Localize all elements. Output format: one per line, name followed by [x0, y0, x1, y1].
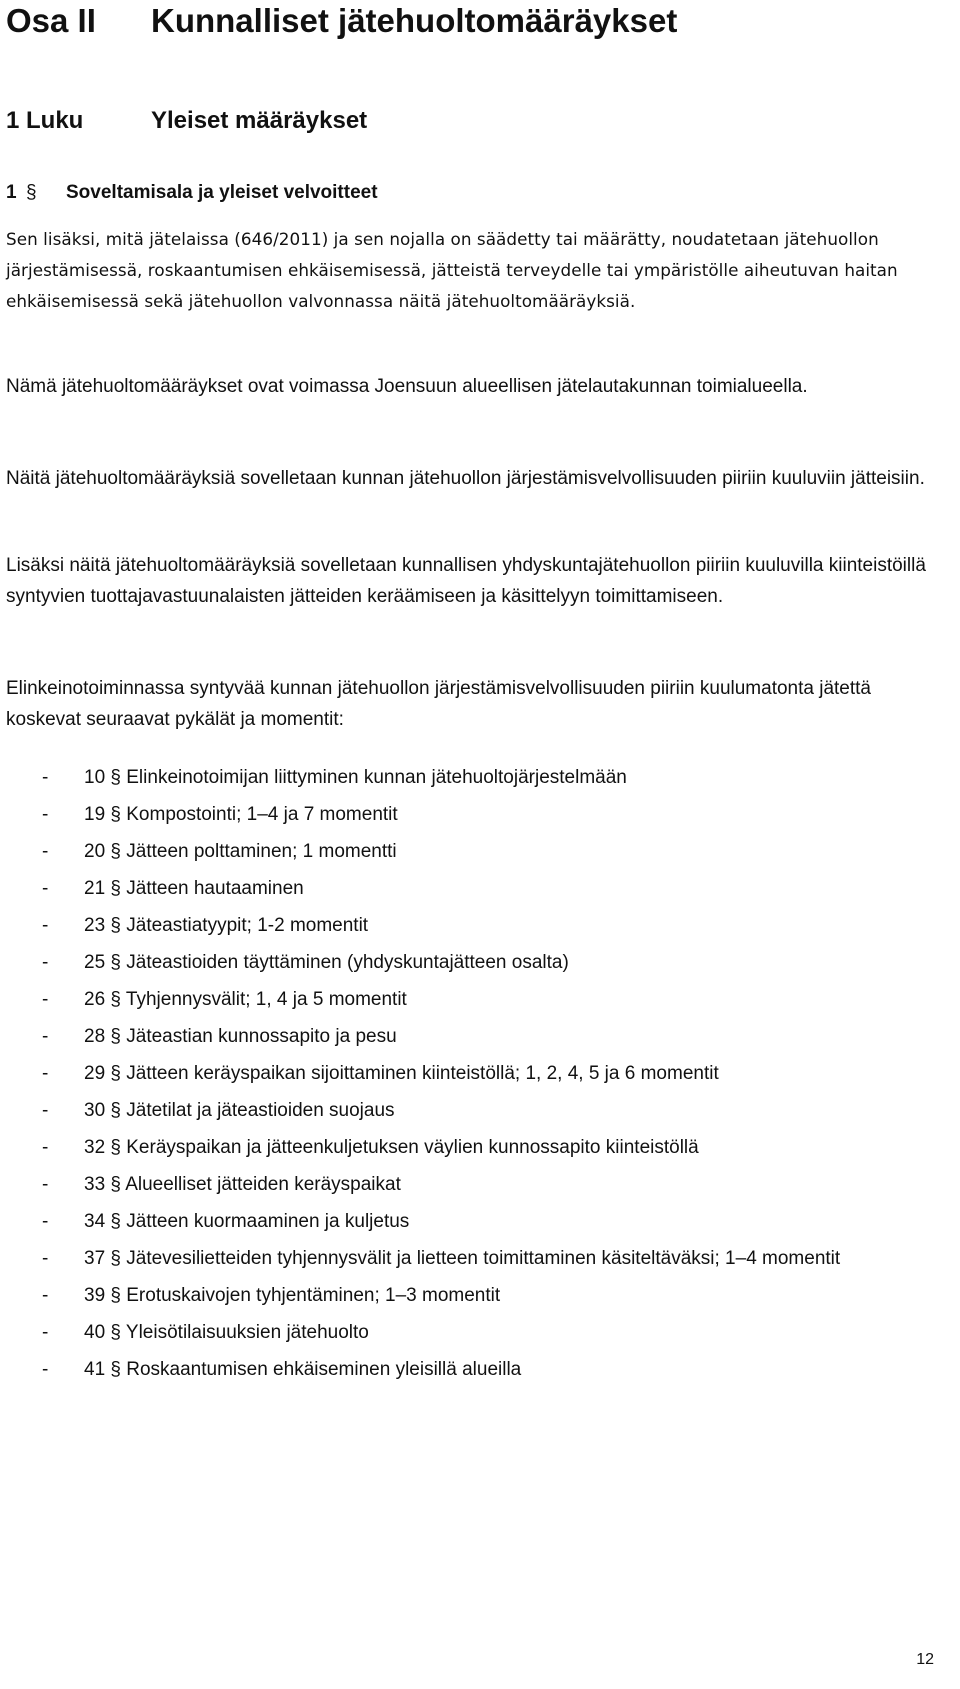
list-item [6, 833, 936, 870]
list-item-text: 41 § Roskaantumisen ehkäiseminen yleisillä alueilla [84, 1359, 522, 1380]
list-dash: - [42, 1063, 49, 1084]
list-item-text: 26 § Tyhjennysvälit; 1, 4 ja 5 momentit [84, 989, 407, 1010]
section-title: Soveltamisala ja yleiset velvoitteet [66, 182, 378, 203]
list-dash: - [42, 1359, 49, 1380]
list-item-text: 20 § Jätteen polttaminen; 1 momentti [84, 841, 397, 862]
paragraph-2: Nämä jätehuoltomääräykset ovat voimassa Joensuun alueellisen jätelautakunnan toimialueella. [6, 376, 808, 397]
list-item-text: 33 § Alueelliset jätteiden keräyspaikat [84, 1174, 401, 1195]
paragraph-1: Sen lisäksi, mitä jätelaissa (646/2011) ja sen nojalla on säädetty tai määrätty, noudatetaan jätehuollon järjestämisessä, roskaantumisen ehkäisemisessä, jätteistä terveydelle tai ympäristölle aiheutuvan haitan ehkäisemisessä sekä jätehuollon valvonnassa näitä jätehuoltomääräyksiä. [6, 229, 898, 311]
list-dash: - [42, 989, 49, 1010]
list-dash: - [42, 1322, 49, 1343]
list-dash: - [42, 915, 49, 936]
list-item [6, 1314, 936, 1351]
list-item [6, 1203, 936, 1240]
list-item-text: 25 § Jäteastioiden täyttäminen (yhdyskuntajätteen osalta) [84, 952, 569, 973]
paragraph-4: Lisäksi näitä jätehuoltomääräyksiä sovelletaan kunnallisen yhdyskuntajätehuollon piiriin kuuluvilla kiinteistöillä syntyvien tuottajavastuunalaisten jätteiden keräämiseen ja käsittelyyn toimittamiseen. [6, 555, 926, 607]
list-item [6, 907, 936, 944]
list-item [6, 1092, 936, 1129]
list-item [6, 1129, 936, 1166]
list-item-text: 29 § Jätteen keräyspaikan sijoittaminen kiinteistöllä; 1, 2, 4, 5 ja 6 momentit [84, 1063, 719, 1084]
paragraph-5: Elinkeinotoiminnassa syntyvää kunnan jätehuollon järjestämisvelvollisuuden piiriin kuulumatonta jätettä koskevat seuraavat pykälät ja momentit: [6, 678, 871, 730]
list-dash: - [42, 1026, 49, 1047]
list-item [6, 981, 936, 1018]
list-item-text: 23 § Jäteastiatyypit; 1-2 momentit [84, 915, 369, 936]
list-item-text: 30 § Jätetilat ja jäteastioiden suojaus [84, 1100, 395, 1121]
list-dash: - [42, 804, 49, 825]
list-dash: - [42, 1285, 49, 1306]
list-item-text: 37 § Jätevesilietteiden tyhjennysvälit ja lietteen toimittaminen käsiteltäväksi; 1–4 momentit [84, 1248, 841, 1269]
part-number: Osa II [6, 2, 96, 39]
list-dash: - [42, 952, 49, 973]
list-dash: - [42, 841, 49, 862]
chapter-number: 1 Luku [6, 107, 84, 134]
list-item [6, 870, 936, 907]
list-item-text: 21 § Jätteen hautaaminen [84, 878, 304, 899]
list-item [6, 1055, 936, 1092]
list-item-text: 39 § Erotuskaivojen tyhjentäminen; 1–3 momentit [84, 1285, 501, 1306]
page-number: 12 [916, 1651, 934, 1668]
list-item [6, 944, 936, 981]
list-item [6, 796, 936, 833]
list-dash: - [42, 1174, 49, 1195]
list-item-text: 10 § Elinkeinotoimijan liittyminen kunnan jätehuoltojärjestelmään [84, 767, 627, 788]
list-item [6, 1018, 936, 1055]
list-dash: - [42, 878, 49, 899]
part-title: Kunnalliset jätehuoltomääräykset [151, 2, 678, 39]
list-item-text: 19 § Kompostointi; 1–4 ja 7 momentit [84, 804, 398, 825]
section-symbol: § [26, 182, 37, 203]
section-list [6, 759, 936, 1388]
list-dash: - [42, 1100, 49, 1121]
chapter-title: Yleiset määräykset [151, 107, 368, 134]
list-dash: - [42, 1211, 49, 1232]
list-dash: - [42, 767, 49, 788]
list-item [6, 1240, 936, 1277]
list-dash: - [42, 1137, 49, 1158]
list-dash: - [42, 1248, 49, 1269]
list-item-text: 28 § Jäteastian kunnossapito ja pesu [84, 1026, 397, 1047]
paragraph-3: Näitä jätehuoltomääräyksiä sovelletaan kunnan jätehuollon järjestämisvelvollisuuden piiriin kuuluviin jätteisiin. [6, 468, 925, 489]
list-item [6, 1277, 936, 1314]
list-item-text: 32 § Keräyspaikan ja jätteenkuljetuksen väylien kunnossapito kiinteistöllä [84, 1137, 699, 1158]
list-item [6, 759, 936, 796]
section-number: 1 [6, 182, 17, 203]
list-item-text: 34 § Jätteen kuormaaminen ja kuljetus [84, 1211, 410, 1232]
list-item [6, 1351, 936, 1388]
list-item [6, 1166, 936, 1203]
list-item-text: 40 § Yleisötilaisuuksien jätehuolto [84, 1322, 369, 1343]
